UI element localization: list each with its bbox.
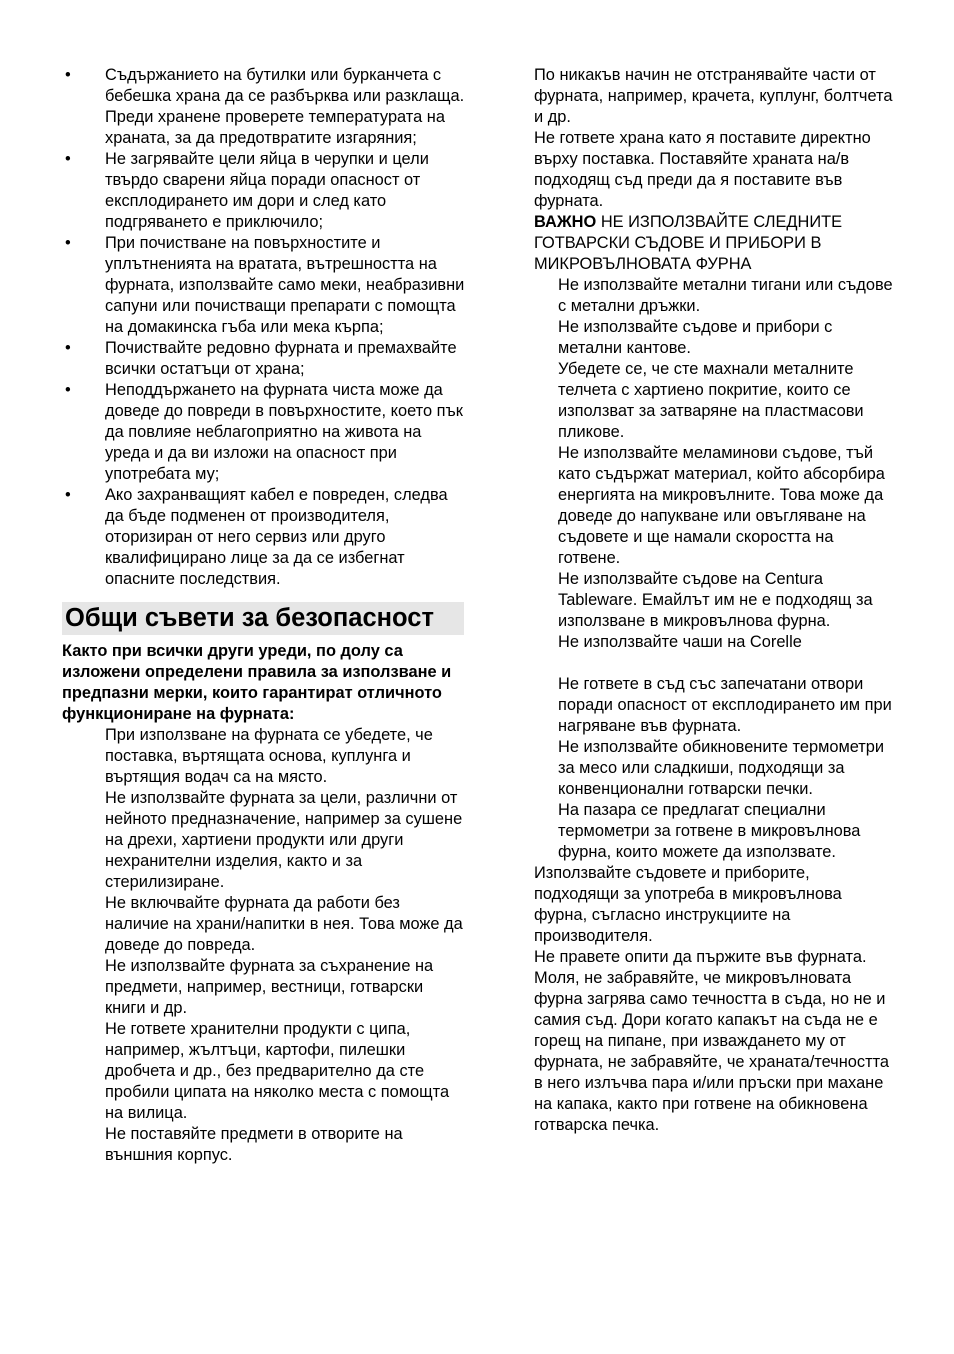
safety-rules: [62, 725, 467, 1166]
rule-item: Не използвайте фурната за цели, различни от нейното предназначение, например за сушене на дрехи, хартиени продукти или други нехранителни изделия, както и за стерилизиране.: [105, 789, 463, 891]
list-item: • При почистване на повърхностите и уплътненията на вратата, вътрешността на фурната, използвайте само меки, неабразивни сапуни или почистващи препарати с помощта на домакинска гъба или мека кърпа;: [65, 234, 465, 336]
rule-item: Убедете се, че сте махнали металните телчета с хартиено покритие, които се използват за затваряне на пластмасови пликове.: [558, 360, 864, 441]
rule-item: Не гответе хранителни продукти с ципа, например, жълтъци, картофи, пилешки дробчета и др., без предварително да сте пробили ципата на няколко места с помощта на вилица.: [105, 1020, 450, 1122]
rule-item: Не използвайте меламинови съдове, тъй като съдържат материал, който абсорбира енергията на микровълните. Това може да доведе до напукване или овъгляване на съдовете и ще намали скоростта на готвене.: [558, 444, 885, 567]
rule-item: Не използвайте чаши на Corelle: [558, 633, 802, 651]
bullet-icon: •: [65, 381, 71, 399]
list-item: • Неподдържането на фурната чиста може да доведе до повреди в повърхностите, което пък да повлияе неблагоприятно на живота на уреда и да ви изложи на опасност при употребата му;: [65, 381, 463, 483]
bullet-icon: •: [65, 486, 71, 504]
paragraph: Не гответе храна като я поставите директно върху поставка. Поставяйте храната на/в подходящ съд преди да я поставите във фурната.: [534, 129, 871, 210]
list-item: • Не загрявайте цели яйца в черупки и цели твърдо сварени яйца поради опасност от експлодирането им дори и след като подгряването е приключило;: [65, 150, 429, 231]
rule-item: На пазара се предлагат специални термометри за готвене в микровълнова фурна, които можете да използвате.: [558, 801, 861, 861]
bullet-icon: •: [65, 66, 71, 84]
rule-item: Не използвайте обикновените термометри за месо или сладкиши, подходящи за конвенционални готварски печки.: [558, 738, 885, 798]
rule-item: Не включвайте фурната да работи без наличие на храни/напитки в нея. Това може да доведе до повреда.: [105, 894, 463, 954]
important-text: НЕ ИЗПОЛЗВАЙТЕ СЛЕДНИТЕ ГОТВАРСКИ СЪДОВЕ И ПРИБОРИ В МИКРОВЪЛНОВАТА ФУРНА: [534, 213, 843, 273]
forbidden-items: [534, 275, 899, 863]
rule-item: Не използвайте фурната за съхранение на предмети, например, вестници, готварски книги и др.: [105, 957, 434, 1017]
paragraph: По никакъв начин не отстранявайте части от фурната, например, крачета, куплунг, болтчета и др.: [534, 66, 893, 126]
list-item: • Съдържанието на бутилки или бурканчета с бебешка храна да се разбърква или разклаща. Преди хранене проверете температурата на храната, за да предотвратите изгаряния;: [65, 66, 465, 147]
spacer: [558, 653, 899, 674]
paragraph: Моля, не забравяйте, че микровълновата фурна загрява само течността в съда, но не и самия съд. Дори когато капакът на съда не е горещ на пипане, при изваждането му от фурната, не забравяйте, че храната/течността в него излъчва пара и/или пръски при махане на капака, както при готвене на обикновена готварска печка.: [534, 969, 890, 1134]
important-notice: [534, 212, 899, 275]
right-column: [534, 65, 899, 1136]
rule-item: Не гответе в съд със запечатани отвори поради опасност от експлодирането им при нагряване във фурната.: [558, 675, 892, 735]
list-item: • Ако захранващият кабел е повреден, следва да бъде подменен от производителя, оторизиран от него сервиз или друго квалифицирано лице за да се избегнат опасните последствия.: [65, 486, 448, 588]
bullet-icon: •: [65, 234, 71, 252]
paragraph: Не правете опити да пържите във фурната.: [534, 948, 867, 966]
rule-item: Не използвайте съдове и прибори с метални кантове.: [558, 318, 833, 357]
important-label: ВАЖНО: [534, 213, 597, 231]
rule-item: При използване на фурната се убедете, че поставка, въртящата основа, куплунга и въртящия водач са на място.: [105, 726, 433, 786]
rule-item: Не използвайте метални тигани или съдове с метални дръжки.: [558, 276, 893, 315]
bullet-icon: •: [65, 339, 71, 357]
left-column: [62, 65, 467, 1166]
intro-paragraph: Както при всички други уреди, по долу са изложени определени правила за използване и предпазни мерки, които гарантират отличното функциониране на фурната:: [62, 642, 452, 723]
section-heading: Общи съвети за безопасност: [62, 602, 464, 635]
bullet-icon: •: [65, 150, 71, 168]
list-item: • Почиствайте редовно фурната и премахвайте всички остатъци от храна;: [65, 339, 457, 378]
paragraph: Използвайте съдовете и приборите, подходящи за употреба в микровълнова фурна, съгласно инструкциите на производителя.: [534, 864, 842, 945]
bullet-list: [62, 65, 467, 590]
rule-item: Не използвайте съдове на Centura Tableware. Емайлът им не е подходящ за използване в микровълнова фурна.: [558, 570, 873, 630]
rule-item: Не поставяйте предмети в отворите на външния корпус.: [105, 1125, 403, 1164]
